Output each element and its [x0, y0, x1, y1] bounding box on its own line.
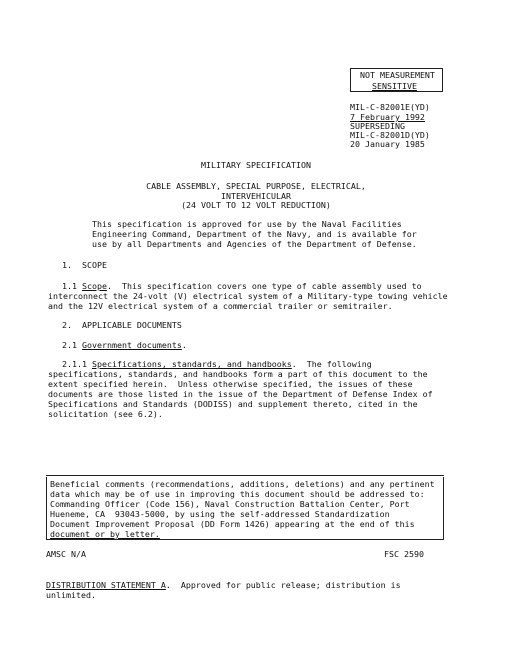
section-1-1-line-3: and the 12V electrical system of a commercial trailer or semitrailer.: [48, 301, 393, 311]
approval-line-3: use by all Departments and Agencies of the Department of Defense.: [92, 239, 417, 249]
amsc-code: AMSC N/A: [46, 549, 86, 559]
sub-title: Government documents: [81, 340, 182, 350]
title-line-3: (24 VOLT TO 12 VOLT REDUCTION): [181, 200, 331, 210]
para-title: Scope: [81, 281, 107, 291]
doc-id-previous: MIL-C-82001D(YD): [350, 130, 430, 140]
section-1-heading: 1. SCOPE: [62, 260, 107, 270]
section-2-1-1-line-1: [62, 359, 372, 369]
section-2-1-heading: [62, 340, 187, 350]
para-title: Specifications, standards, and handbooks: [91, 359, 292, 369]
comments-line-4: Hueneme, CA 93043-5000, by using the self-addressed Standardization: [50, 509, 390, 519]
section-2-1-1-line-2: specifications, standards, and handbooks form a part of this document to the: [48, 369, 428, 379]
doc-previous-date: 20 January 1985: [350, 139, 425, 149]
comments-line-5: Document Improvement Proposal (DD Form 1426) appearing at the end of this: [50, 519, 415, 529]
distribution-statement: [46, 580, 401, 590]
distribution-line-2: unlimited.: [46, 590, 96, 600]
section-2-1-1-line-3: extent specified herein. Unless otherwise specified, the issues of these: [48, 379, 413, 389]
doc-id-current: MIL-C-82001E(YD): [350, 102, 430, 112]
para-number: 2.1.1: [62, 359, 92, 369]
notice-box-bottom-rule: [350, 91, 442, 92]
section-2-1-1-line-4: documents are those listed in the issue of the Department of Defense Index of: [48, 389, 433, 399]
para-text: . The following: [291, 359, 372, 369]
comments-line-6: document or by letter.: [50, 529, 160, 539]
comments-box-top-rule: [46, 475, 444, 476]
section-2-1-1-line-5: Specifications and Standards (DODISS) and supplement thereto, cited in the: [48, 399, 418, 409]
notice-box-top-rule: [350, 68, 442, 69]
comments-line-3: Commanding Officer (Code 156), Naval Construction Battalion Center, Port: [50, 499, 410, 509]
notice-box-right-rule: [442, 68, 443, 92]
comments-box-left-rule: [46, 477, 47, 539]
para-number: 1.1: [62, 281, 82, 291]
section-2-heading: 2. APPLICABLE DOCUMENTS: [62, 320, 182, 330]
comments-box-bottom-rule: [46, 539, 444, 540]
comments-line-1: Beneficial comments (recommendations, additions, deletions) and any pertinent: [50, 479, 435, 489]
spec-heading: MILITARY SPECIFICATION: [201, 160, 311, 170]
sub-number: 2.1: [62, 340, 82, 350]
distribution-label: DISTRIBUTION STATEMENT A: [46, 580, 166, 590]
section-2-1-1-line-6: solicitation (see 6.2).: [48, 409, 163, 419]
superseding-label: SUPERSEDING: [350, 121, 405, 131]
section-1-1-line-2: interconnect the 24-volt (V) electrical system of a Military-type towing vehicle: [48, 291, 448, 301]
para-text: . This specification covers one type of cable assembly used to: [106, 281, 422, 291]
approval-line-2: Engineering Command, Department of the Navy, and is available for: [92, 229, 417, 239]
title-line-1: CABLE ASSEMBLY, SPECIAL PURPOSE, ELECTRICAL,: [146, 181, 366, 191]
sub-end: .: [181, 340, 187, 350]
fsc-code: FSC 2590: [384, 549, 424, 559]
title-line-2: INTERVEHICULAR: [221, 191, 291, 201]
notice-line-1: NOT MEASUREMENT: [360, 70, 435, 80]
distribution-text: . Approved for public release; distribution is: [165, 580, 401, 590]
approval-line-1: This specification is approved for use by the Naval Facilities: [92, 219, 402, 229]
comments-line-2: data which may be of use in improving this document should be addressed to:: [50, 489, 425, 499]
notice-line-2: SENSITIVE: [372, 81, 417, 91]
notice-box-left-rule: [350, 68, 351, 92]
section-1-1-line-1: [62, 281, 422, 291]
doc-date: 7 February 1992: [350, 112, 425, 122]
comments-box-right-rule: [443, 477, 444, 539]
